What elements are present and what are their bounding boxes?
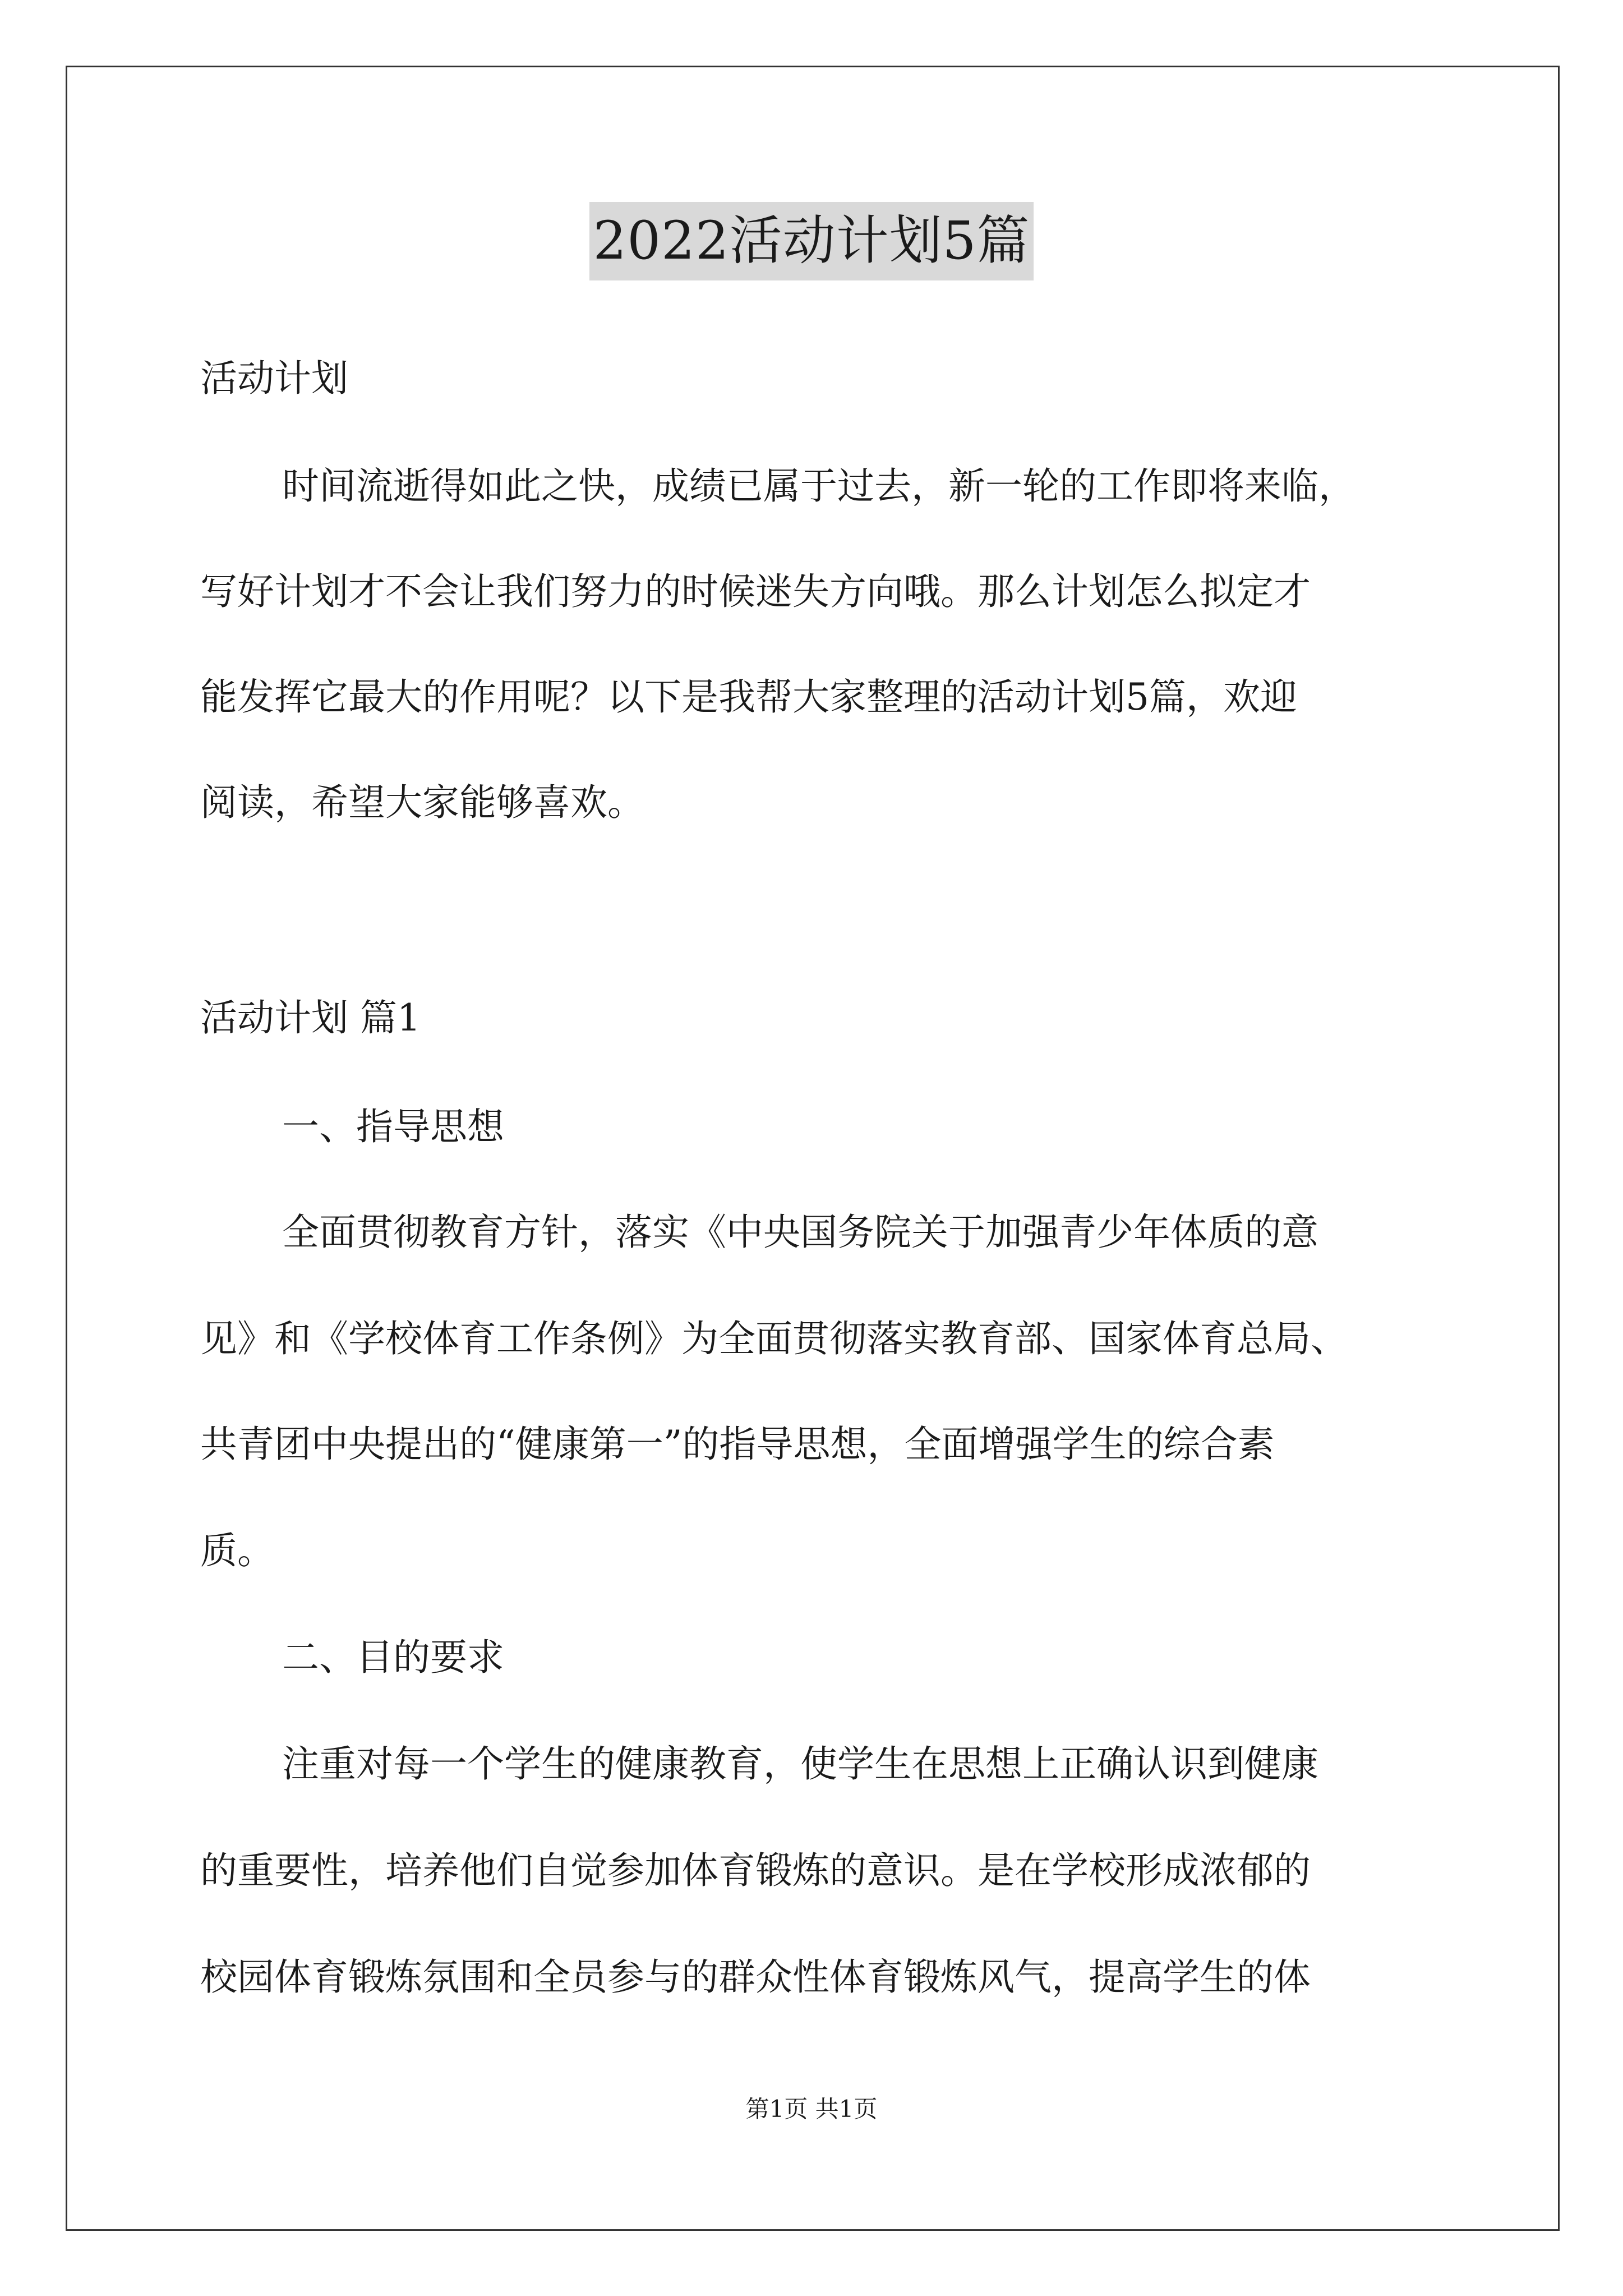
paragraph-line: 注重对每一个学生的健康教育，使学生在思想上正确认识到健康 bbox=[282, 1742, 1318, 1786]
paragraph-line: 见》和《学校体育工作条例》为全面贯彻落实教育部、国家体育总局、 bbox=[200, 1317, 1348, 1360]
title-container bbox=[0, 202, 1623, 280]
subheading-guiding-ideology: 一、指导思想 bbox=[282, 1105, 504, 1148]
subheading-objectives: 二、目的要求 bbox=[282, 1636, 504, 1679]
paragraph-line: 校园体育锻炼氛围和全员参与的群众性体育锻炼风气，提高学生的体 bbox=[200, 1955, 1311, 1999]
paragraph-line: 质。 bbox=[200, 1529, 274, 1572]
section-label: 活动计划 bbox=[200, 357, 348, 400]
document-title: 2022活动计划5篇 bbox=[589, 202, 1033, 280]
intro-line-2: 写好计划才不会让我们努力的时候迷失方向哦。那么计划怎么拟定才 bbox=[200, 570, 1311, 613]
intro-line-3: 能发挥它最大的作用呢？以下是我帮大家整理的活动计划5篇，欢迎 bbox=[200, 675, 1297, 719]
paragraph-line: 的重要性，培养他们自觉参加体育锻炼的意识。是在学校形成浓郁的 bbox=[200, 1849, 1311, 1892]
paragraph-line: 全面贯彻教育方针，落实《中央国务院关于加强青少年体质的意 bbox=[282, 1211, 1318, 1254]
page-number-footer: 第1页 共1页 bbox=[745, 2095, 878, 2123]
intro-line-1: 时间流逝得如此之快，成绩已属于过去，新一轮的工作即将来临， bbox=[282, 464, 1355, 508]
plan-heading: 活动计划 篇1 bbox=[200, 996, 421, 1039]
intro-line-4: 阅读，希望大家能够喜欢。 bbox=[200, 781, 644, 824]
paragraph-line: 共青团中央提出的“健康第一”的指导思想，全面增强学生的综合素 bbox=[200, 1423, 1275, 1466]
